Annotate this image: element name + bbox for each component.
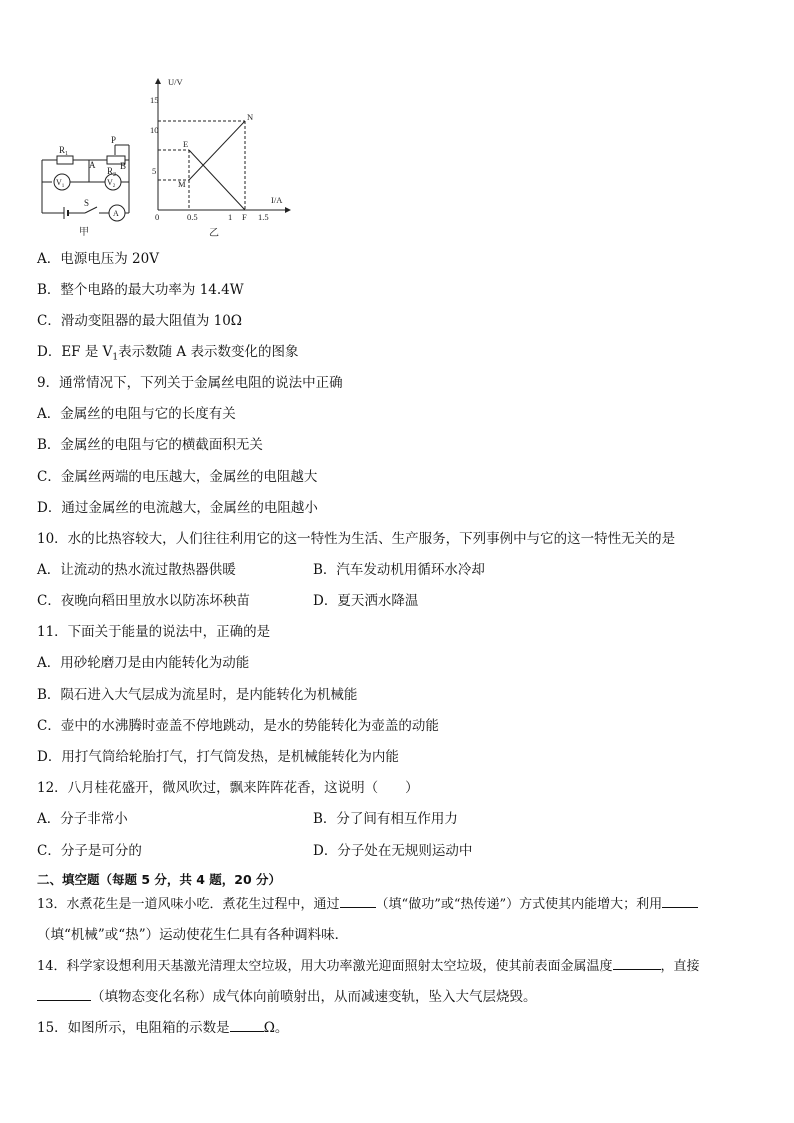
- q8-option-d: D．EF 是 $V_1$表示数随 A 表示数变化的图象: [37, 344, 299, 363]
- q15-stem: 15．如图所示，电阻箱的示数是 Ω。: [37, 1020, 289, 1036]
- q10-option-a: A．让流动的热水流过散热器供暖: [37, 562, 236, 578]
- q13-blank-1[interactable]: [340, 895, 376, 908]
- q10-stem: 10．水的比热容较大，人们往往利用它的这一特性为生活、生产服务，下列事例中与它的这一特性无关的是: [37, 531, 676, 547]
- svg-text:0: 0: [155, 212, 160, 222]
- figure-label-jia: 甲: [79, 227, 89, 238]
- q8-option-b: B．整个电路的最大功率为 14.4W: [37, 282, 244, 298]
- q9-option-b: B．金属丝的电阻与它的横截面积无关: [37, 437, 263, 453]
- q14-line-1: 14．科学家设想利用天基激光清理太空垃圾，用大功率激光迎面照射太空垃圾，使其前表面金属温度 ，直接: [37, 959, 700, 974]
- u-i-graph: [150, 77, 291, 239]
- q8-option-a: A．电源电压为 20V: [37, 251, 159, 267]
- figure-label-yi: 乙: [209, 228, 219, 239]
- svg-text:V1: $V_1$: [56, 178, 65, 189]
- svg-text:1.5: 1.5: [258, 212, 269, 222]
- q8-option-c: C．滑动变阻器的最大阻值为 10Ω: [37, 313, 242, 329]
- section-2-heading: 二、填空题（每题 5 分，共 4 题，20 分）: [37, 872, 282, 887]
- q10-option-b: B．汽车发动机用循环水冷却: [313, 562, 485, 578]
- line-ef: [189, 150, 245, 210]
- q10-option-d: D．夏天洒水降温: [313, 593, 419, 609]
- q10-option-c: C．夜晚向稻田里放水以防冻坏秧苗: [37, 593, 250, 609]
- circuit-and-graph-figure: [37, 75, 297, 240]
- svg-text:P: P: [111, 135, 117, 145]
- q12-option-c: C．分子是可分的: [37, 843, 142, 859]
- svg-text:B: B: [120, 161, 127, 171]
- q12-option-b: B．分了间有相互作用力: [313, 811, 458, 827]
- svg-text:0.5: 0.5: [187, 212, 198, 222]
- svg-text:F: F: [242, 212, 247, 222]
- q9-option-d: D．通过金属丝的电流越大，金属丝的电阻越小: [37, 500, 318, 516]
- svg-text:S: S: [84, 198, 90, 208]
- q9-stem: 9．通常情况下，下列关于金属丝电阻的说法中正确: [37, 375, 343, 391]
- svg-text:M: M: [178, 179, 186, 189]
- q14-line-2: （填物态变化名称）成气体向前喷射出，从而减速变轨，坠入大气层烧毁。: [37, 988, 537, 1006]
- q12-option-a: A．分子非常小: [37, 811, 128, 827]
- q9-option-a: A．金属丝的电阻与它的长度有关: [37, 406, 236, 422]
- q11-option-d: D．用打气筒给轮胎打气，打气筒发热，是机械能转化为内能: [37, 749, 399, 765]
- resistor-r1: [57, 156, 73, 164]
- svg-text:N: N: [247, 112, 254, 122]
- svg-text:10: 10: [150, 125, 159, 135]
- q14-blank-1[interactable]: [613, 957, 661, 970]
- svg-text:15: 15: [150, 95, 159, 105]
- svg-text:R2: $R_2$: [107, 166, 117, 178]
- q11-stem: 11．下面关于能量的说法中，正确的是: [37, 624, 271, 640]
- q9-option-c: C．金属丝两端的电压越大，金属丝的电阻越大: [37, 469, 318, 485]
- svg-text:I/A: I/A: [271, 195, 283, 205]
- q13-blank-2[interactable]: [662, 895, 698, 908]
- q13-line-1: 13．水煮花生是一道风味小吃．煮花生过程中，通过 （填“做功”或“热传递”）方式使其内能增大；利用: [37, 895, 698, 914]
- q11-option-c: C．壶中的水沸腾时壶盖不停地跳动，是水的势能转化为壶盖的动能: [37, 718, 439, 734]
- q14-blank-2[interactable]: [37, 988, 91, 1001]
- q11-option-a: A．用砂轮磨刀是由内能转化为动能: [37, 655, 250, 671]
- svg-text:U/V: U/V: [168, 77, 183, 87]
- q12-stem: 12．八月桂花盛开，微风吹过，飘来阵阵花香，这说明（ ）: [37, 780, 419, 796]
- q13-line-2: （填“机械”或“热”）运动使花生仁具有各种调料味．: [37, 927, 349, 943]
- q15-blank[interactable]: [230, 1019, 264, 1032]
- svg-text:A: A: [89, 160, 96, 170]
- svg-text:1: 1: [228, 212, 233, 222]
- line-mn: [189, 121, 245, 180]
- svg-text:A: A: [113, 209, 119, 218]
- q12-option-d: D．分子处在无规则运动中: [313, 843, 473, 859]
- svg-text:V2: $V_2$: [107, 178, 116, 189]
- svg-text:E: E: [183, 139, 189, 149]
- svg-text:R1: $R_1$: [59, 145, 69, 157]
- q11-option-b: B．陨石进入大气层成为流星时，是内能转化为机械能: [37, 687, 358, 703]
- svg-text:5: 5: [152, 166, 157, 176]
